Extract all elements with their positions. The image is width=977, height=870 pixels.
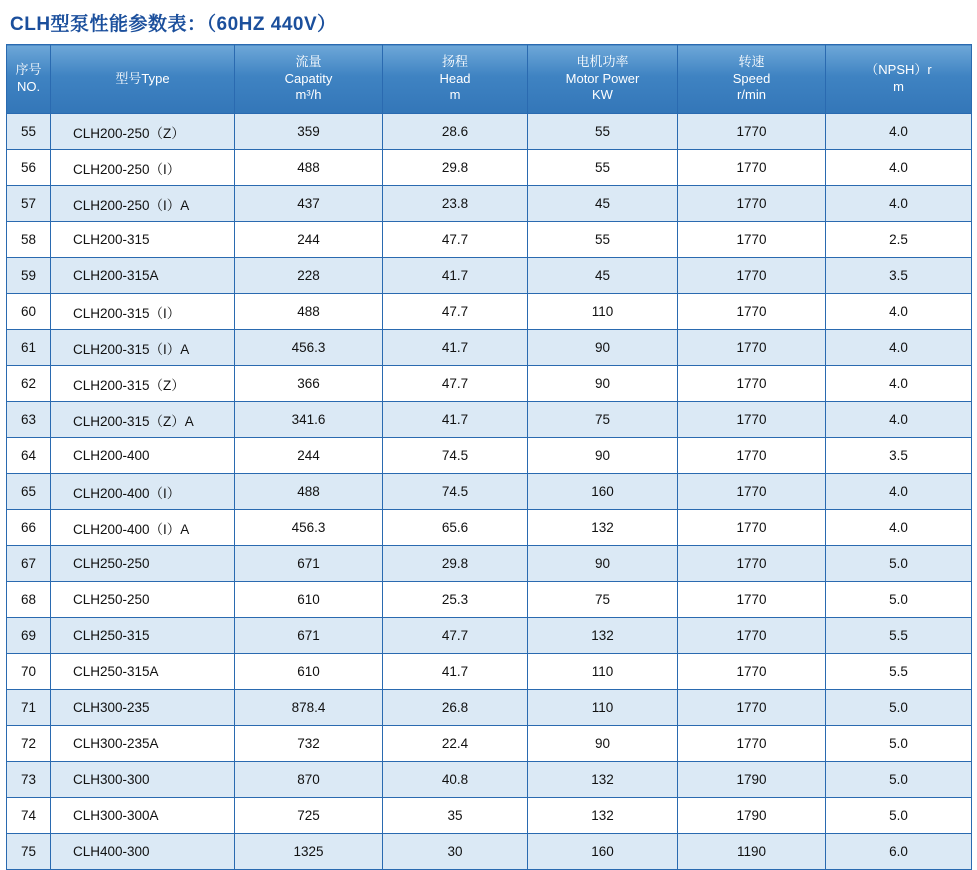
header-line: Head — [439, 70, 471, 86]
table-row — [7, 690, 972, 726]
cell-type: CLH300-300A — [51, 798, 235, 834]
cell-speed: 1770 — [678, 222, 826, 258]
header-line: m — [449, 87, 461, 103]
cell-motor-power: 55 — [528, 222, 678, 258]
cell-npsh: 4.0 — [826, 150, 972, 186]
cell-speed: 1770 — [678, 654, 826, 690]
cell-head: 74.5 — [383, 438, 528, 474]
table-row — [7, 222, 972, 258]
cell-head: 74.5 — [383, 474, 528, 510]
cell-capacity: 610 — [235, 654, 383, 690]
cell-motor-power: 132 — [528, 618, 678, 654]
cell-type: CLH300-300 — [51, 762, 235, 798]
cell-no: 56 — [7, 150, 51, 186]
cell-speed: 1770 — [678, 330, 826, 366]
column-header-npsh — [826, 45, 972, 114]
cell-type: CLH200-315（I）A — [51, 330, 235, 366]
cell-motor-power: 55 — [528, 150, 678, 186]
column-header-motor-power — [528, 45, 678, 114]
header-line: 转速 — [738, 54, 765, 70]
table-row — [7, 618, 972, 654]
table-row — [7, 834, 972, 870]
cell-capacity: 671 — [235, 546, 383, 582]
cell-no: 70 — [7, 654, 51, 690]
cell-motor-power: 90 — [528, 366, 678, 402]
header-line: 流量 — [295, 54, 322, 70]
cell-type: CLH250-315 — [51, 618, 235, 654]
cell-motor-power: 75 — [528, 402, 678, 438]
cell-speed: 1770 — [678, 150, 826, 186]
cell-npsh: 5.0 — [826, 798, 972, 834]
header-line: 型号Type — [115, 70, 170, 86]
table-row — [7, 726, 972, 762]
column-header-type — [51, 45, 235, 114]
header-line: m — [893, 79, 904, 94]
header-line: KW — [592, 87, 613, 103]
cell-npsh: 5.5 — [826, 654, 972, 690]
cell-speed: 1770 — [678, 402, 826, 438]
cell-npsh: 4.0 — [826, 114, 972, 150]
cell-no: 66 — [7, 510, 51, 546]
cell-capacity: 725 — [235, 798, 383, 834]
cell-npsh: 4.0 — [826, 330, 972, 366]
cell-no: 60 — [7, 294, 51, 330]
cell-capacity: 456.3 — [235, 510, 383, 546]
table-row — [7, 546, 972, 582]
cell-npsh: 4.0 — [826, 294, 972, 330]
cell-head: 25.3 — [383, 582, 528, 618]
header-line: Capatity — [284, 70, 333, 86]
cell-type: CLH300-235 — [51, 690, 235, 726]
cell-motor-power: 110 — [528, 654, 678, 690]
cell-capacity: 341.6 — [235, 402, 383, 438]
cell-capacity: 1325 — [235, 834, 383, 870]
table-row — [7, 654, 972, 690]
cell-npsh: 5.0 — [826, 726, 972, 762]
cell-capacity: 610 — [235, 582, 383, 618]
cell-npsh: 4.0 — [826, 510, 972, 546]
cell-npsh: 3.5 — [826, 258, 972, 294]
cell-npsh: 4.0 — [826, 186, 972, 222]
cell-head: 47.7 — [383, 366, 528, 402]
cell-motor-power: 110 — [528, 294, 678, 330]
cell-type: CLH250-315A — [51, 654, 235, 690]
table-row — [7, 330, 972, 366]
cell-capacity: 671 — [235, 618, 383, 654]
table-row — [7, 798, 972, 834]
header-line: Motor Power — [565, 70, 640, 86]
table-row — [7, 474, 972, 510]
cell-motor-power: 45 — [528, 186, 678, 222]
cell-npsh: 4.0 — [826, 366, 972, 402]
cell-speed: 1770 — [678, 366, 826, 402]
cell-head: 41.7 — [383, 654, 528, 690]
cell-capacity: 488 — [235, 294, 383, 330]
cell-capacity: 870 — [235, 762, 383, 798]
cell-head: 47.7 — [383, 222, 528, 258]
cell-type: CLH200-250（I） — [51, 150, 235, 186]
cell-type: CLH400-300 — [51, 834, 235, 870]
cell-npsh: 4.0 — [826, 474, 972, 510]
table-body — [7, 114, 972, 870]
cell-type: CLH200-250（Z） — [51, 114, 235, 150]
cell-type: CLH200-315A — [51, 258, 235, 294]
cell-speed: 1770 — [678, 114, 826, 150]
cell-capacity: 732 — [235, 726, 383, 762]
cell-type: CLH200-400（I）A — [51, 510, 235, 546]
cell-npsh: 6.0 — [826, 834, 972, 870]
table-row — [7, 258, 972, 294]
cell-motor-power: 55 — [528, 114, 678, 150]
cell-no: 57 — [7, 186, 51, 222]
cell-capacity: 878.4 — [235, 690, 383, 726]
cell-no: 58 — [7, 222, 51, 258]
table-row — [7, 402, 972, 438]
table-row — [7, 294, 972, 330]
cell-speed: 1770 — [678, 582, 826, 618]
cell-head: 22.4 — [383, 726, 528, 762]
cell-no: 55 — [7, 114, 51, 150]
cell-motor-power: 90 — [528, 546, 678, 582]
cell-type: CLH250-250 — [51, 582, 235, 618]
cell-capacity: 456.3 — [235, 330, 383, 366]
cell-motor-power: 132 — [528, 762, 678, 798]
cell-speed: 1770 — [678, 258, 826, 294]
cell-no: 61 — [7, 330, 51, 366]
cell-head: 28.6 — [383, 114, 528, 150]
cell-capacity: 359 — [235, 114, 383, 150]
table-row — [7, 150, 972, 186]
cell-motor-power: 90 — [528, 438, 678, 474]
cell-no: 72 — [7, 726, 51, 762]
cell-capacity: 366 — [235, 366, 383, 402]
cell-speed: 1770 — [678, 726, 826, 762]
header-line: NO. — [16, 79, 41, 94]
cell-speed: 1790 — [678, 762, 826, 798]
cell-type: CLH200-315（Z） — [51, 366, 235, 402]
cell-speed: 1770 — [678, 474, 826, 510]
table-row — [7, 438, 972, 474]
header-line: Speed — [732, 70, 771, 86]
cell-motor-power: 160 — [528, 834, 678, 870]
cell-type: CLH200-315 — [51, 222, 235, 258]
cell-capacity: 244 — [235, 438, 383, 474]
table-row — [7, 186, 972, 222]
cell-type: CLH200-400 — [51, 438, 235, 474]
cell-motor-power: 90 — [528, 726, 678, 762]
pump-spec-table — [6, 44, 972, 870]
cell-head: 41.7 — [383, 330, 528, 366]
cell-motor-power: 110 — [528, 690, 678, 726]
cell-speed: 1790 — [678, 798, 826, 834]
header-line: 电机功率 — [576, 54, 629, 70]
cell-speed: 1770 — [678, 546, 826, 582]
header-line: 扬程 — [441, 54, 468, 70]
cell-type: CLH200-315（I） — [51, 294, 235, 330]
table-row — [7, 582, 972, 618]
cell-head: 29.8 — [383, 546, 528, 582]
cell-motor-power: 90 — [528, 330, 678, 366]
cell-type: CLH200-250（I）A — [51, 186, 235, 222]
cell-motor-power: 45 — [528, 258, 678, 294]
cell-capacity: 437 — [235, 186, 383, 222]
table-row — [7, 762, 972, 798]
cell-capacity: 244 — [235, 222, 383, 258]
cell-no: 73 — [7, 762, 51, 798]
cell-motor-power: 132 — [528, 798, 678, 834]
table-row — [7, 366, 972, 402]
cell-no: 74 — [7, 798, 51, 834]
cell-npsh: 4.0 — [826, 402, 972, 438]
table-header-row — [7, 45, 972, 114]
cell-speed: 1770 — [678, 618, 826, 654]
column-header-head — [383, 45, 528, 114]
cell-speed: 1770 — [678, 438, 826, 474]
cell-npsh: 2.5 — [826, 222, 972, 258]
cell-type: CLH300-235A — [51, 726, 235, 762]
cell-no: 71 — [7, 690, 51, 726]
cell-no: 63 — [7, 402, 51, 438]
cell-speed: 1190 — [678, 834, 826, 870]
cell-motor-power: 160 — [528, 474, 678, 510]
cell-npsh: 5.0 — [826, 582, 972, 618]
cell-capacity: 488 — [235, 150, 383, 186]
cell-npsh: 5.0 — [826, 546, 972, 582]
header-line: （NPSH）r — [865, 62, 932, 78]
header-line: r/min — [737, 87, 766, 103]
table-header — [7, 45, 972, 114]
cell-head: 29.8 — [383, 150, 528, 186]
cell-no: 68 — [7, 582, 51, 618]
cell-motor-power: 75 — [528, 582, 678, 618]
cell-type: CLH200-400（I） — [51, 474, 235, 510]
cell-speed: 1770 — [678, 690, 826, 726]
cell-head: 40.8 — [383, 762, 528, 798]
cell-head: 30 — [383, 834, 528, 870]
cell-no: 65 — [7, 474, 51, 510]
table-row — [7, 114, 972, 150]
cell-head: 41.7 — [383, 258, 528, 294]
cell-no: 59 — [7, 258, 51, 294]
cell-no: 67 — [7, 546, 51, 582]
cell-head: 65.6 — [383, 510, 528, 546]
column-header-capacity — [235, 45, 383, 114]
cell-npsh: 5.0 — [826, 762, 972, 798]
cell-speed: 1770 — [678, 510, 826, 546]
cell-head: 47.7 — [383, 294, 528, 330]
cell-head: 26.8 — [383, 690, 528, 726]
header-line: 序号 — [15, 62, 42, 78]
cell-npsh: 5.0 — [826, 690, 972, 726]
cell-no: 69 — [7, 618, 51, 654]
cell-capacity: 488 — [235, 474, 383, 510]
table-row — [7, 510, 972, 546]
cell-type: CLH200-315（Z）A — [51, 402, 235, 438]
cell-head: 35 — [383, 798, 528, 834]
cell-speed: 1770 — [678, 294, 826, 330]
cell-type: CLH250-250 — [51, 546, 235, 582]
cell-capacity: 228 — [235, 258, 383, 294]
cell-npsh: 3.5 — [826, 438, 972, 474]
cell-motor-power: 132 — [528, 510, 678, 546]
cell-no: 75 — [7, 834, 51, 870]
cell-npsh: 5.5 — [826, 618, 972, 654]
cell-head: 23.8 — [383, 186, 528, 222]
cell-head: 41.7 — [383, 402, 528, 438]
column-header-no — [7, 45, 51, 114]
cell-no: 62 — [7, 366, 51, 402]
header-line: m³/h — [295, 87, 322, 103]
page-title: CLH型泵性能参数表：（60HZ 440V） — [10, 14, 337, 35]
cell-speed: 1770 — [678, 186, 826, 222]
column-header-speed — [678, 45, 826, 114]
cell-no: 64 — [7, 438, 51, 474]
cell-head: 47.7 — [383, 618, 528, 654]
